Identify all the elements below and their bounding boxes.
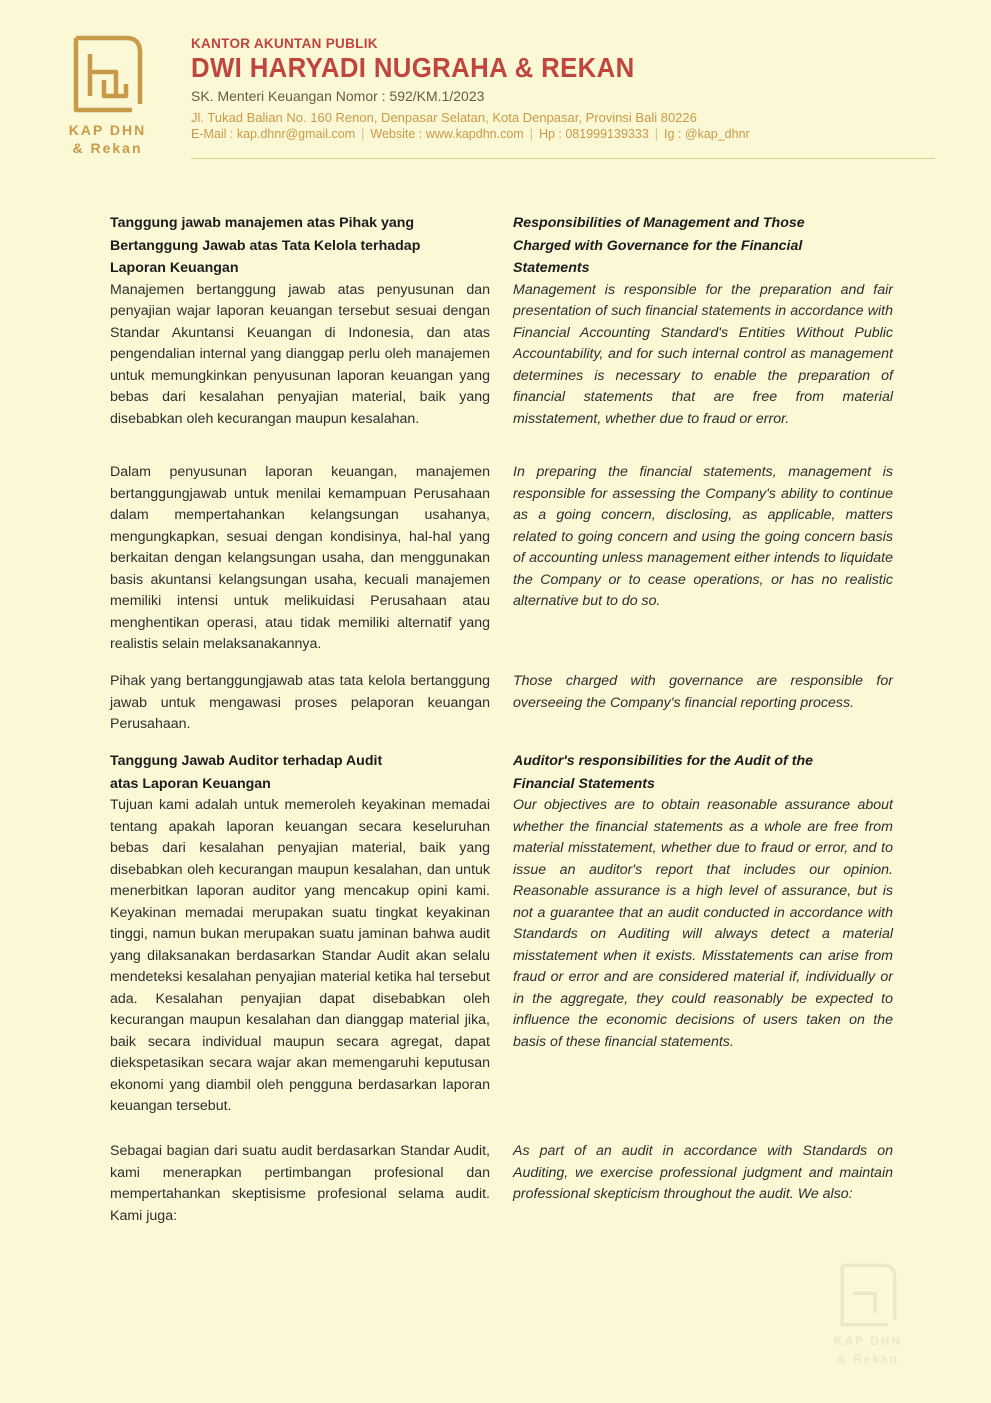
firm-logo-icon bbox=[70, 34, 145, 119]
contact-separator: | bbox=[654, 127, 659, 141]
id-heading-auditor-line1: Tanggung Jawab Auditor terhadap Audit bbox=[110, 753, 383, 769]
id-paragraph-audit-part-block bbox=[110, 1141, 490, 1227]
id-heading-management-line1: Tanggung jawab manajemen atas Pihak yang bbox=[110, 215, 415, 231]
firm-type: KANTOR AKUNTAN PUBLIK bbox=[191, 36, 378, 51]
en-paragraph-governance-block bbox=[513, 671, 893, 714]
en-heading-auditor-line2: Financial Statements bbox=[513, 775, 655, 792]
en-section-management bbox=[513, 212, 893, 430]
id-paragraph-management-responsibility: Manajemen bertanggung jawab atas penyusunan dan penyajian wajar laporan keuangan tersebut sesuai dengan Standar Akuntansi Keuangan di Indonesia, dan atas pengendalian internal yang dianggap perlu oleh manajemen untuk memungkinkan penyusunan laporan keuangan yang bebas dari kesalahan penyajian material, baik yang disebabkan oleh kecurangan maupun kesalahan. bbox=[110, 281, 490, 427]
en-heading-auditor-line1: Auditor's responsibilities for the Audit of the bbox=[513, 753, 814, 769]
firm-license: SK. Menteri Keuangan Nomor : 592/KM.1/2023 bbox=[191, 88, 485, 104]
letterhead-divider bbox=[191, 158, 935, 159]
contact-email: E-Mail : kap.dhnr@gmail.com bbox=[191, 127, 356, 141]
letterhead bbox=[191, 36, 936, 141]
id-heading-auditor-line2: atas Laporan Keuangan bbox=[110, 775, 271, 792]
id-paragraph-audit-part: Sebagai bagian dari suatu audit berdasarkan Standar Audit, kami menerapkan pertimbangan profesional dan mempertahankan skeptisisme profesional selama audit. Kami juga: bbox=[110, 1143, 490, 1224]
id-heading-management-line2: Bertanggung Jawab atas Tata Kelola terhadap bbox=[110, 237, 421, 254]
watermark-text-rekan: & Rekan bbox=[836, 1352, 900, 1366]
en-heading-management-line1: Responsibilities of Management and Those bbox=[513, 215, 805, 231]
id-paragraph-governance-block bbox=[110, 671, 490, 736]
en-heading-management-line2: Charged with Governance for the Financial bbox=[513, 237, 803, 254]
contact-instagram: Ig : @kap_dhnr bbox=[664, 127, 750, 141]
en-paragraph-management-responsibility: Management is responsible for the preparation and fair presentation of such financial statements in accordance with Financial Accounting Standard's Entities Without Public Accountability, and for such internal control as management determines is necessary to enable the preparation of financial statements that are free from material misstatement, whether due to fraud or error. bbox=[513, 281, 893, 427]
en-paragraph-governance: Those charged with governance are responsible for overseeing the Company's financial reporting process. bbox=[513, 673, 893, 711]
firm-contact bbox=[191, 127, 936, 141]
watermark-text-kap-dhn: KAP DHN bbox=[833, 1334, 903, 1348]
watermark-logo-icon bbox=[833, 1262, 903, 1332]
logo-watermark bbox=[818, 1262, 918, 1377]
firm-name: DWI HARYADI NUGRAHA & REKAN bbox=[191, 52, 635, 83]
id-section-auditor bbox=[110, 750, 490, 1118]
en-heading-management-line3: Statements bbox=[513, 260, 590, 276]
logo-text-kap-dhn: KAP DHN bbox=[68, 122, 147, 138]
en-paragraph-auditor-objectives: Our objectives are to obtain reasonable assurance about whether the financial statements as a whole are free from material misstatement, whether due to fraud or error, and to issue an auditor's report that includes our opinion. Reasonable assurance is a high level of assurance, but is not a guarantee that an audit conducted in accordance with Standards on Auditing will always detect a material misstatement when it exists. Misstatements can arise from fraud or error and are considered material if, individually or in the aggregate, they could reasonably be expected to influence the economic decisions of users taken on the basis of these financial statements. bbox=[513, 797, 893, 1050]
en-section-auditor bbox=[513, 750, 893, 1053]
en-paragraph-audit-part-block bbox=[513, 1141, 893, 1206]
id-paragraph-governance: Pihak yang bertanggungjawab atas tata kelola bertanggung jawab untuk mengawasi proses pelaporan keuangan Perusahaan. bbox=[110, 673, 490, 732]
en-paragraph-audit-part: As part of an audit in accordance with Standards on Auditing, we exercise professional judgment and maintain professional skepticism throughout the audit. We also: bbox=[513, 1143, 893, 1202]
id-section-management bbox=[110, 212, 490, 430]
logo-text-rekan: & Rekan bbox=[72, 140, 143, 156]
contact-separator: | bbox=[529, 127, 533, 141]
contact-separator: | bbox=[361, 127, 365, 141]
id-paragraph-auditor-objectives: Tujuan kami adalah untuk memeroleh keyakinan memadai tentang apakah laporan keuangan secara keseluruhan bebas dari kesalahan penyajian material, baik yang disebabkan oleh kecurangan maupun kesalahan, dan untuk menerbitkan laporan auditor yang mencakup opini kami. Keyakinan memadai merupakan suatu tingkat keyakinan tinggi, namun bukan merupakan suatu jaminan bahwa audit yang dilaksanakan berdasarkan Standar Audit akan selalu mendeteksi kesalahan penyajian material ketika hal tersebut ada. Kesalahan penyajian dapat disebabkan oleh kecurangan maupun kesalahan dan dianggap material jika, baik secara individual maupun secara agregat, dapat diekspetasikan secara wajar akan memengaruhi keputusan ekonomi yang diambil oleh pengguna berdasarkan laporan keuangan tersebut. bbox=[110, 797, 490, 1114]
contact-phone: Hp : 081999139333 bbox=[538, 127, 649, 141]
contact-website: Website : www.kapdhn.com bbox=[370, 127, 524, 141]
id-heading-management-line3: Laporan Keuangan bbox=[110, 260, 239, 276]
firm-address: Jl. Tukad Balian No. 160 Renon, Denpasar Selatan, Kota Denpasar, Provinsi Bali 80226 bbox=[191, 110, 697, 125]
en-paragraph-going-concern-block bbox=[513, 462, 893, 613]
id-paragraph-going-concern-block bbox=[110, 462, 490, 656]
en-paragraph-going-concern: In preparing the financial statements, management is responsible for assessing the Company's ability to continue as a going concern, disclosing, as applicable, matters related to going concern and using the going concern basis of accounting unless management either intends to liquidate the Company or to cease operations, or has no realistic alternative but to do so. bbox=[513, 464, 893, 609]
id-paragraph-going-concern: Dalam penyusunan laporan keuangan, manajemen bertanggungjawab untuk menilai kemampuan Perusahaan dalam mempertahankan kelangsungan usahanya, mengungkapkan, sesuai dengan kondisinya, hal-hal yang berkaitan dengan kelangsungan usaha, dan menggunakan basis akuntansi kelangsungan usaha, kecuali manajemen memiliki intensi untuk melikuidasi Perusahaan atau menghentikan operasi, atau tidak memiliki alternatif yang realistis selain melaksanakannya. bbox=[110, 464, 490, 652]
firm-logo bbox=[60, 34, 155, 159]
